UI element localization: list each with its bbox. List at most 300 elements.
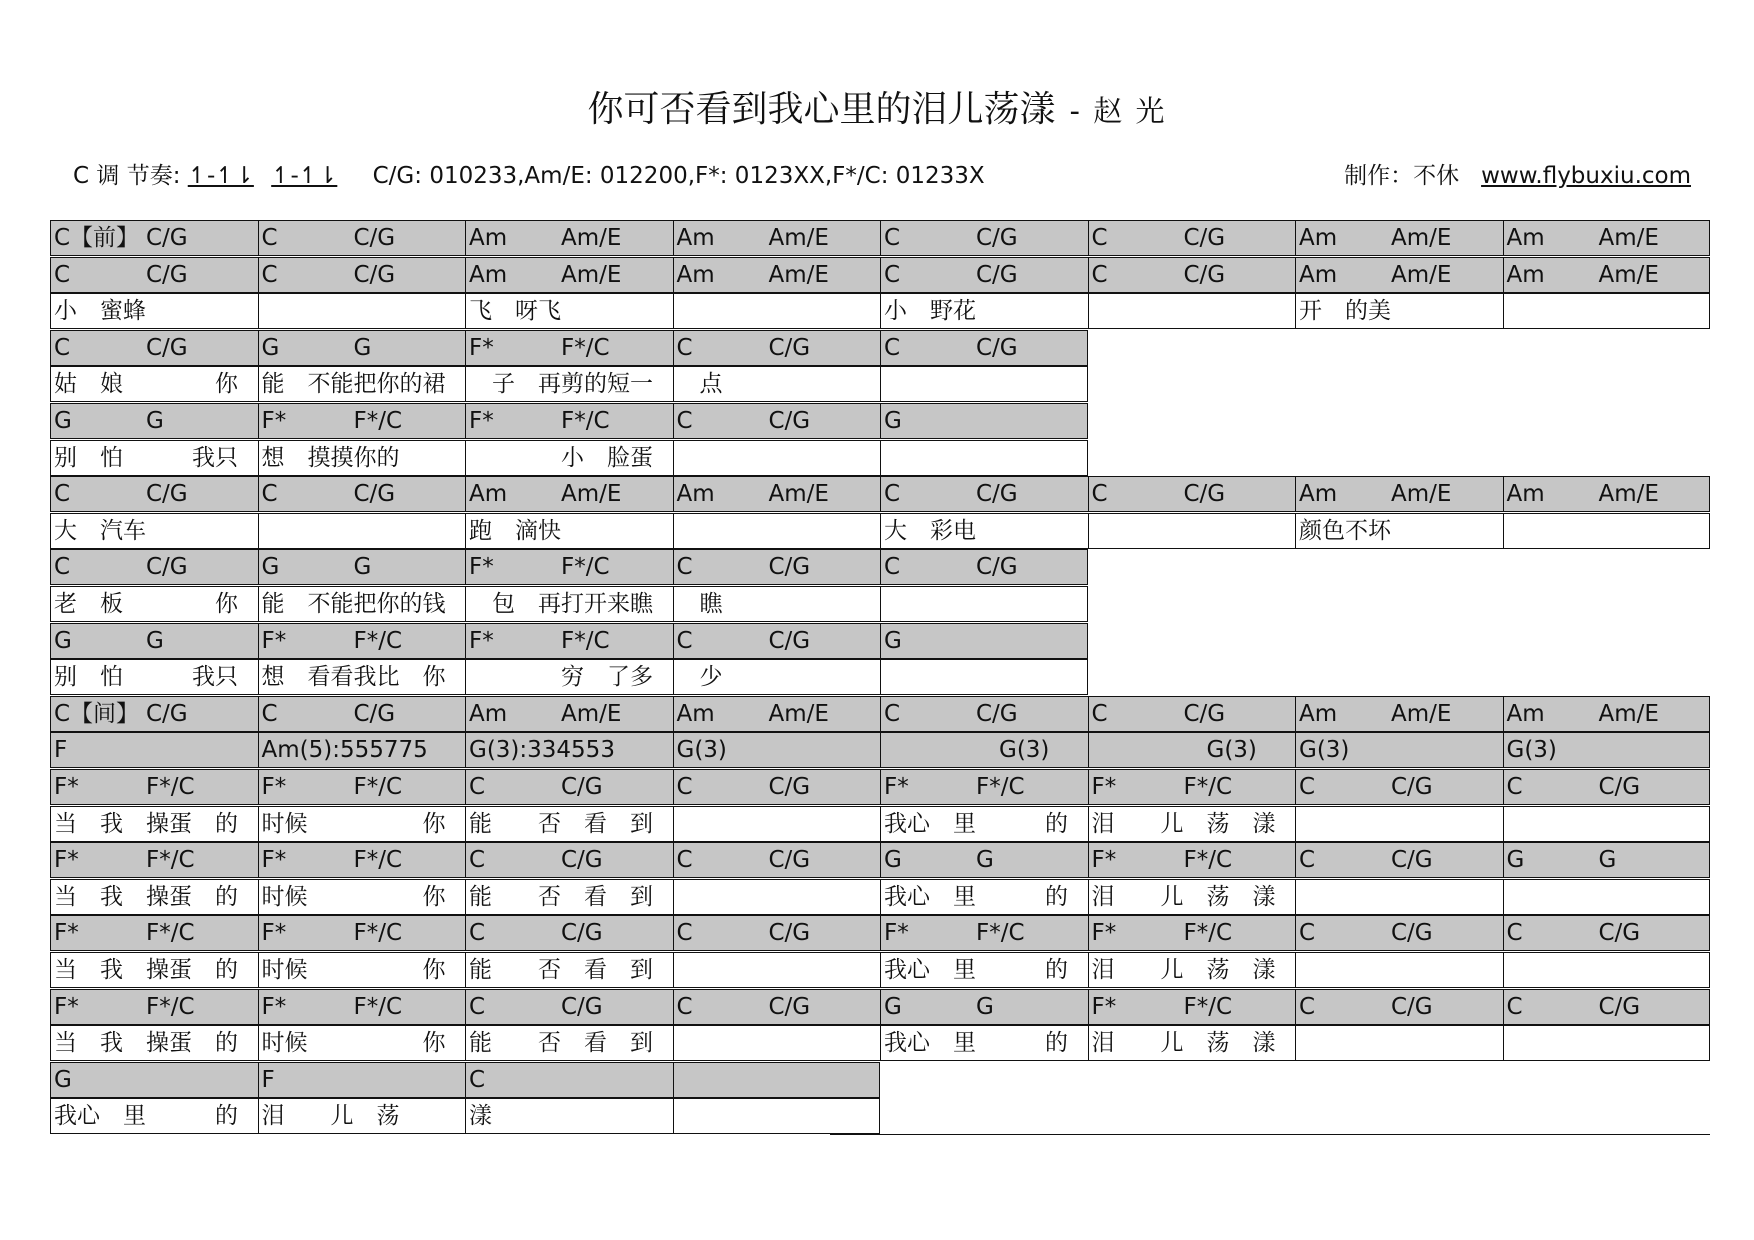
- lyric-text: 漾: [469, 1103, 492, 1130]
- lyric-cell: [881, 880, 1089, 914]
- chord-cell: [881, 258, 1089, 292]
- lyric-row: [50, 659, 1088, 695]
- chord-name: Am/E: [1391, 700, 1452, 727]
- lyric-cell: [674, 807, 882, 841]
- chord-name: C/G: [146, 554, 188, 581]
- chord-cell: [466, 990, 674, 1024]
- chord-name: Am/E: [561, 261, 622, 288]
- lyric-text: 穷 了多: [469, 664, 653, 691]
- chord-cell: [881, 624, 1089, 658]
- chord-sheet: [50, 220, 1710, 1140]
- chord-cell: [881, 697, 1089, 731]
- chord-name: Am/E: [1391, 481, 1452, 508]
- chord-cell: [1089, 770, 1297, 804]
- lyric-text: 别 怕 我只: [54, 444, 238, 471]
- chord-name: F*/C: [976, 774, 1025, 800]
- chord-name: Am: [676, 700, 715, 727]
- chord-cell: [1089, 843, 1297, 877]
- maker-label: 制作：不休: [1344, 163, 1460, 189]
- chord-name: Am: [469, 261, 508, 288]
- lyric-cell: [259, 294, 467, 328]
- chord-name: C/G: [1391, 847, 1433, 874]
- chord-cell: [1089, 697, 1297, 731]
- lyric-row: [50, 1025, 1710, 1061]
- lyric-cell: [1504, 953, 1712, 987]
- lyric-cell: [51, 514, 259, 548]
- chord-cell: [1504, 733, 1712, 767]
- lyric-text: 时候 你: [261, 1030, 446, 1057]
- chord-cell: [881, 990, 1089, 1024]
- chord-cell: [259, 990, 467, 1024]
- chord-name: C/G: [768, 920, 811, 947]
- chord-cell: [1296, 990, 1504, 1024]
- lyric-cell: [466, 807, 674, 841]
- chord-name: C: [676, 408, 693, 434]
- chord-name: F*: [54, 774, 79, 800]
- chord-cell: [466, 258, 674, 292]
- chord-name: G(3):334553: [469, 737, 615, 764]
- chord-name: F*/C: [146, 847, 195, 874]
- chord-name: F*: [261, 920, 287, 947]
- lyric-cell: [1504, 514, 1712, 548]
- chord-name: Am/E: [561, 225, 622, 251]
- lyric-cell: [466, 880, 674, 914]
- chord-name: C: [884, 261, 901, 288]
- chord-cell: [674, 258, 882, 292]
- lyric-text: 当 我 操蛋 的: [54, 957, 238, 983]
- chord-name: C: [469, 774, 486, 800]
- chord-name: F*: [261, 993, 287, 1020]
- chord-name: C: [261, 261, 278, 288]
- chord-name: Am: [469, 700, 508, 727]
- lyric-text: 泪 儿 荡: [261, 1103, 400, 1130]
- rhythm-pattern-1: ↿-↿⇂: [187, 163, 254, 189]
- lyric-cell: [674, 1099, 882, 1133]
- chord-name: Am/E: [768, 700, 829, 727]
- chord-cell: [51, 477, 259, 511]
- chord-row: [50, 1062, 880, 1098]
- chord-cell: [1089, 990, 1297, 1024]
- singer-name: - 赵 光: [1069, 94, 1167, 128]
- chord-row: [50, 915, 1710, 951]
- lyric-cell: [466, 1099, 674, 1133]
- lyric-cell: [1296, 880, 1504, 914]
- lyric-text: 大 汽车: [54, 517, 146, 544]
- chord-name: G: [1506, 847, 1525, 874]
- chord-name: G(3): [676, 737, 727, 764]
- credit: [1344, 161, 1691, 191]
- chord-name: C/G: [146, 225, 188, 251]
- chord-row: [50, 257, 1710, 293]
- chord-row: [50, 842, 1710, 878]
- chord-name: C: [676, 920, 693, 947]
- chord-name: C/G: [146, 334, 188, 361]
- lyric-cell: [881, 807, 1089, 841]
- chord-name: C/G: [1183, 261, 1226, 288]
- chord-name: F*: [1091, 920, 1117, 947]
- chord-name: Am/E: [561, 700, 622, 727]
- chord-name: C: [884, 334, 901, 361]
- lyric-cell: [259, 660, 467, 694]
- chord-name: G: [976, 847, 994, 874]
- chord-name: G(3): [1091, 737, 1257, 764]
- chord-cell: [674, 990, 882, 1024]
- key-rhythm-info: [73, 161, 985, 191]
- chord-cell: [1504, 221, 1712, 255]
- chord-name: C/G: [146, 700, 188, 727]
- chord-cell: [259, 770, 467, 804]
- chord-cell: [881, 843, 1089, 877]
- chord-name: C: [1506, 993, 1523, 1020]
- lyric-cell: [1504, 1026, 1712, 1060]
- chord-cell: [466, 843, 674, 877]
- chord-cell: [1089, 733, 1297, 767]
- lyric-cell: [1296, 294, 1504, 328]
- lyric-cell: [259, 587, 467, 621]
- chord-name: G: [353, 554, 372, 581]
- chord-cell: [1296, 697, 1504, 731]
- chord-name: C【前】: [54, 225, 140, 251]
- chord-name: C/G: [768, 993, 811, 1020]
- lyric-cell: [259, 1099, 467, 1133]
- chord-cell: [674, 404, 882, 438]
- chord-name: G: [353, 334, 372, 361]
- lyric-cell: [1296, 1026, 1504, 1060]
- chord-name: Am/E: [1598, 225, 1659, 251]
- lyric-text: 大 彩电: [884, 517, 976, 544]
- lyric-cell: [259, 880, 467, 914]
- chord-name: F*: [469, 334, 494, 361]
- chord-name: F*/C: [146, 993, 195, 1020]
- lyric-cell: [51, 660, 259, 694]
- lyric-cell: [1296, 514, 1504, 548]
- chord-name: C: [469, 847, 486, 874]
- chord-name: F*: [261, 627, 287, 654]
- lyric-text: 时候 你: [261, 883, 446, 910]
- chord-cell: [466, 1063, 674, 1097]
- chord-cell: [51, 624, 259, 658]
- chord-name: F*: [469, 554, 494, 581]
- chord-cell: [259, 843, 467, 877]
- chord-name: F*/C: [146, 774, 195, 800]
- lyric-cell: [1504, 807, 1712, 841]
- lyric-text: 能 否 看 到: [469, 957, 653, 983]
- chord-name: C: [1091, 700, 1108, 727]
- lyric-cell: [674, 1026, 882, 1060]
- lyric-cell: [1089, 880, 1297, 914]
- chord-name: Am(5):555775: [261, 737, 428, 764]
- chord-name: G: [884, 408, 902, 434]
- chord-cell: [259, 221, 467, 255]
- website-link[interactable]: www.flybuxiu.com: [1481, 163, 1691, 189]
- lyric-cell: [1089, 1026, 1297, 1060]
- lyric-cell: [881, 367, 1089, 401]
- chord-name: C: [884, 700, 901, 727]
- lyric-cell: [1504, 880, 1712, 914]
- lyric-text: 能 否 看 到: [469, 883, 653, 910]
- lyric-text: 时候 你: [261, 957, 446, 983]
- chord-name: G(3): [1506, 737, 1557, 764]
- chord-name: F*: [1091, 847, 1117, 874]
- lyric-text: 我心 里 的: [884, 1030, 1068, 1057]
- chord-name: C/G: [768, 627, 811, 654]
- chord-name: C/G: [1598, 774, 1641, 800]
- chord-name: Am/E: [768, 481, 829, 508]
- lyric-text: 姑 娘 你: [54, 371, 238, 398]
- chord-name: C: [261, 700, 278, 727]
- chord-name: F*/C: [353, 774, 403, 800]
- chord-cell: [466, 916, 674, 950]
- chord-cell: [674, 550, 882, 584]
- lyric-cell: [51, 1026, 259, 1060]
- lyric-cell: [51, 441, 259, 475]
- chord-cell: [51, 258, 259, 292]
- chord-name: F: [54, 737, 68, 764]
- chord-name: F*/C: [353, 847, 403, 874]
- lyric-text: 老 板 你: [54, 591, 238, 617]
- chord-name: F*/C: [976, 920, 1025, 947]
- chord-name: C/G: [1391, 993, 1433, 1020]
- chord-cell: [466, 331, 674, 365]
- chord-cell: [1089, 221, 1297, 255]
- chord-row: [50, 696, 1710, 732]
- lyric-cell: [466, 441, 674, 475]
- chord-name: C: [1506, 774, 1523, 800]
- chord-name: C/G: [768, 774, 811, 800]
- lyric-text: 点: [676, 371, 723, 398]
- chord-name: C: [1091, 225, 1108, 251]
- chord-cell: [259, 733, 467, 767]
- chord-name: C/G: [768, 408, 811, 434]
- chord-cell: [1296, 916, 1504, 950]
- chord-cell: [1504, 916, 1712, 950]
- lyric-cell: [881, 953, 1089, 987]
- lyric-cell: [466, 587, 674, 621]
- chord-cell: [259, 258, 467, 292]
- lyric-row: [50, 879, 1710, 915]
- lyric-text: 别 怕 我只: [54, 664, 238, 691]
- chord-row: [50, 403, 1088, 439]
- lyric-text: 当 我 操蛋 的: [54, 1030, 238, 1057]
- chord-cell: [466, 404, 674, 438]
- chord-cell: [466, 550, 674, 584]
- chord-name: F*: [54, 993, 79, 1020]
- chord-name: Am/E: [768, 261, 829, 288]
- chord-name: G: [146, 627, 164, 654]
- chord-cell: [881, 477, 1089, 511]
- lyric-text: 跑 滴快: [469, 517, 561, 544]
- lyric-cell: [51, 1099, 259, 1133]
- chord-name: C: [261, 481, 278, 508]
- chord-cell: [881, 221, 1089, 255]
- chord-name: C/G: [561, 993, 603, 1020]
- chord-name: G: [54, 627, 72, 654]
- chord-name: Am/E: [1391, 261, 1452, 288]
- lyric-text: 泪 儿 荡 漾: [1091, 957, 1276, 983]
- chord-cell: [1504, 477, 1712, 511]
- chord-name: F*/C: [353, 627, 403, 654]
- chord-cell: [51, 404, 259, 438]
- chord-name: C/G: [1391, 920, 1433, 947]
- chord-row: [50, 549, 1088, 585]
- chord-name: F*/C: [353, 993, 403, 1020]
- chord-name: C: [676, 334, 693, 361]
- chord-name: F*/C: [1183, 920, 1233, 947]
- chord-name: C: [676, 554, 693, 581]
- chord-cell: [1089, 477, 1297, 511]
- chord-name: C: [469, 1066, 486, 1093]
- lyric-cell: [881, 1026, 1089, 1060]
- chord-name: F*: [54, 920, 79, 947]
- lyric-cell: [1296, 807, 1504, 841]
- chord-cell: [1296, 221, 1504, 255]
- chord-name: C【间】: [54, 700, 140, 727]
- chord-cell: [466, 477, 674, 511]
- chord-cell: [259, 697, 467, 731]
- chord-cell: [674, 733, 882, 767]
- chord-name: F*/C: [1183, 774, 1233, 800]
- chord-name: C/G: [146, 261, 188, 288]
- lyric-text: 能 不能把你的裙: [261, 371, 446, 398]
- song-title: [0, 88, 1754, 133]
- chord-name: C/G: [976, 225, 1018, 251]
- chord-row: [50, 732, 1710, 768]
- chord-name: F*: [884, 774, 909, 800]
- chord-name: C/G: [1183, 700, 1226, 727]
- lyric-cell: [1089, 953, 1297, 987]
- lyric-cell: [674, 367, 882, 401]
- lyric-text: 小 脸蛋: [469, 444, 653, 471]
- lyric-cell: [466, 514, 674, 548]
- chord-cell: [1296, 733, 1504, 767]
- chord-name: F*: [261, 847, 287, 874]
- chord-name: C: [1299, 993, 1316, 1020]
- lyric-cell: [674, 514, 882, 548]
- lyric-cell: [51, 587, 259, 621]
- chord-name: C: [676, 847, 693, 874]
- chord-name: C: [469, 920, 486, 947]
- chord-cell: [51, 990, 259, 1024]
- chord-name: C: [1091, 261, 1108, 288]
- chord-name: F*/C: [561, 627, 610, 654]
- chord-cell: [1089, 258, 1297, 292]
- chord-cell: [51, 331, 259, 365]
- chord-name: G: [54, 1066, 72, 1093]
- lyric-row: [50, 293, 1710, 329]
- chord-cell: [1089, 916, 1297, 950]
- chord-name: C: [884, 481, 901, 508]
- chord-name: F*/C: [561, 408, 610, 434]
- chord-name: Am: [676, 481, 715, 508]
- lyric-text: 开 的美: [1299, 298, 1391, 325]
- chord-name: F*: [261, 408, 287, 434]
- lyric-text: 能 否 看 到: [469, 810, 653, 837]
- lyric-cell: [51, 294, 259, 328]
- chord-name: F*/C: [1183, 993, 1233, 1020]
- chord-cell: [1504, 990, 1712, 1024]
- chord-cell: [51, 770, 259, 804]
- chord-name: Am: [676, 225, 715, 251]
- chord-name: C: [54, 481, 71, 508]
- lyric-text: 当 我 操蛋 的: [54, 810, 238, 837]
- lyric-cell: [259, 441, 467, 475]
- chord-name: C/G: [1391, 774, 1433, 800]
- chord-name: F*: [884, 920, 909, 947]
- chord-cell: [1504, 258, 1712, 292]
- lyric-cell: [674, 587, 882, 621]
- lyric-text: 子 再剪的短一: [469, 371, 653, 398]
- lyric-cell: [674, 294, 882, 328]
- lyric-text: 飞 呀飞: [469, 298, 561, 325]
- lyric-cell: [51, 367, 259, 401]
- chord-cell: [674, 1063, 882, 1097]
- chord-name: C/G: [976, 700, 1018, 727]
- chord-name: F*: [469, 627, 494, 654]
- chord-row: [50, 220, 1710, 256]
- chord-cell: [259, 477, 467, 511]
- chord-cell: [1504, 843, 1712, 877]
- chord-name: C: [884, 225, 901, 251]
- chord-name: Am: [1299, 261, 1338, 288]
- chord-cell: [881, 404, 1089, 438]
- chord-name: C/G: [1183, 481, 1226, 508]
- chord-name: Am/E: [1598, 261, 1659, 288]
- lyric-cell: [1296, 953, 1504, 987]
- key-label: C 调: [73, 163, 120, 189]
- chord-cell: [881, 550, 1089, 584]
- lyric-cell: [881, 587, 1089, 621]
- chord-name: G(3): [884, 737, 1050, 764]
- lyric-row: [50, 586, 1088, 622]
- chord-cell: [51, 916, 259, 950]
- chord-cell: [1296, 258, 1504, 292]
- lyric-text: 颜色不坏: [1299, 517, 1391, 544]
- lyric-cell: [1504, 294, 1712, 328]
- lyric-cell: [466, 367, 674, 401]
- chord-name: C/G: [976, 554, 1018, 581]
- chord-name: C: [54, 554, 71, 581]
- lyric-cell: [51, 880, 259, 914]
- chord-name: C: [1299, 920, 1316, 947]
- chord-name: G(3): [1299, 737, 1350, 764]
- chord-name: C/G: [976, 261, 1018, 288]
- chord-name: Am/E: [561, 481, 622, 508]
- chord-cell: [674, 221, 882, 255]
- lyric-text: 少: [676, 664, 723, 691]
- lyric-cell: [674, 660, 882, 694]
- chord-cell: [466, 697, 674, 731]
- lyric-text: 想 摸摸你的: [261, 444, 400, 471]
- chord-cell: [259, 331, 467, 365]
- end-rule: [830, 1134, 1710, 1135]
- lyric-cell: [1089, 514, 1297, 548]
- chord-name: F: [261, 1066, 275, 1093]
- chord-name: G: [976, 993, 994, 1020]
- lyric-cell: [259, 367, 467, 401]
- chord-cell: [881, 916, 1089, 950]
- lyric-row: [50, 806, 1710, 842]
- chord-name: Am: [469, 481, 508, 508]
- lyric-cell: [881, 514, 1089, 548]
- chord-row: [50, 330, 1088, 366]
- lyric-cell: [259, 514, 467, 548]
- chord-name: G: [261, 334, 280, 361]
- chord-cell: [259, 624, 467, 658]
- chord-cell: [51, 697, 259, 731]
- chord-name: C/G: [353, 481, 396, 508]
- lyric-text: 当 我 操蛋 的: [54, 883, 238, 910]
- chord-name: C/G: [768, 334, 811, 361]
